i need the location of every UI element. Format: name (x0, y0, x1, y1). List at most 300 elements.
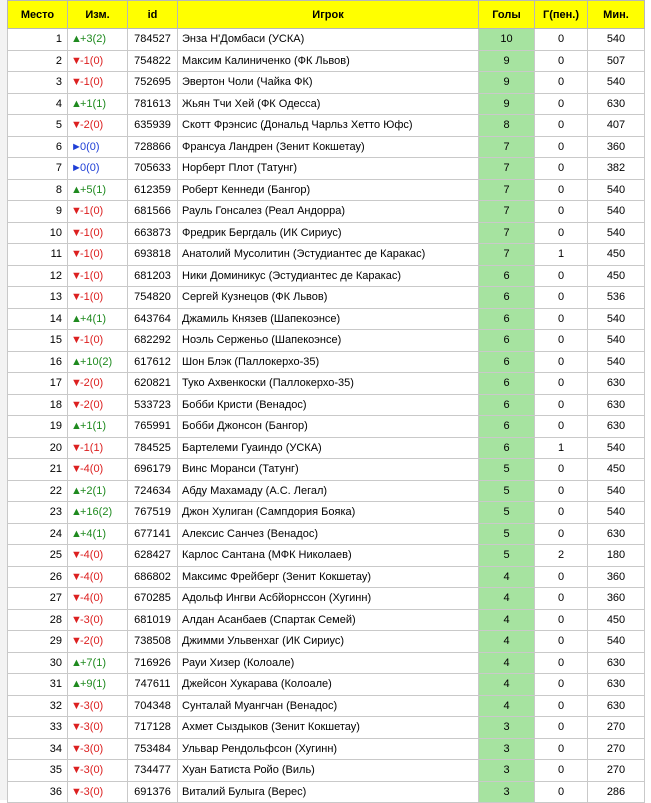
cell-pos[interactable]: 36 (8, 781, 68, 803)
table-row (8, 631, 645, 653)
cell-goals[interactable]: 9 (479, 72, 535, 94)
cell-player[interactable]: Джон Хулиган (Сампдория Бояка) (178, 502, 479, 524)
cell-goals[interactable]: 7 (479, 136, 535, 158)
cell-goals[interactable]: 4 (479, 566, 535, 588)
cell-minutes[interactable]: 540 (588, 502, 645, 524)
cell-change[interactable] (68, 179, 128, 201)
cell-penalty-goals[interactable]: 0 (535, 566, 588, 588)
cell-minutes[interactable]: 630 (588, 652, 645, 674)
cell-minutes[interactable]: 180 (588, 545, 645, 567)
cell-goals[interactable]: 4 (479, 695, 535, 717)
change-value: -4(0) (80, 463, 104, 476)
table-row (8, 738, 645, 760)
cell-change[interactable] (68, 738, 128, 760)
cell-minutes[interactable]: 630 (588, 416, 645, 438)
cell-goals[interactable]: 3 (479, 717, 535, 739)
cell-goals[interactable]: 4 (479, 631, 535, 653)
cell-minutes[interactable]: 450 (588, 459, 645, 481)
cell-player[interactable]: Карлос Сантана (МФК Николаев) (178, 545, 479, 567)
cell-player[interactable]: Алдан Асанбаев (Спартак Семей) (178, 609, 479, 631)
cell-goals[interactable]: 7 (479, 222, 535, 244)
cell-penalty-goals[interactable]: 1 (535, 437, 588, 459)
header-id[interactable]: id (128, 1, 178, 29)
change-value: +1(1) (80, 97, 106, 110)
cell-id[interactable]: 620821 (128, 373, 178, 395)
header-row (8, 1, 645, 29)
cell-pos[interactable]: 32 (8, 695, 68, 717)
cell-change[interactable] (68, 502, 128, 524)
cell-penalty-goals[interactable]: 0 (535, 717, 588, 739)
cell-id[interactable]: 784525 (128, 437, 178, 459)
cell-goals[interactable]: 7 (479, 158, 535, 180)
cell-change[interactable] (68, 308, 128, 330)
cell-id[interactable]: 691376 (128, 781, 178, 803)
table-row (8, 394, 645, 416)
cell-minutes[interactable]: 540 (588, 222, 645, 244)
cell-player[interactable]: Фредрик Бергдаль (ИК Сириус) (178, 222, 479, 244)
cell-id[interactable]: 628427 (128, 545, 178, 567)
table-row (8, 244, 645, 266)
cell-penalty-goals[interactable]: 0 (535, 523, 588, 545)
cell-change[interactable] (68, 93, 128, 115)
cell-pos[interactable]: 10 (8, 222, 68, 244)
cell-goals[interactable]: 7 (479, 179, 535, 201)
cell-id[interactable]: 704348 (128, 695, 178, 717)
cell-goals[interactable]: 3 (479, 760, 535, 782)
cell-pos[interactable]: 28 (8, 609, 68, 631)
cell-id[interactable]: 716926 (128, 652, 178, 674)
cell-minutes[interactable]: 507 (588, 50, 645, 72)
cell-minutes[interactable]: 540 (588, 631, 645, 653)
cell-goals[interactable]: 6 (479, 265, 535, 287)
cell-penalty-goals[interactable]: 0 (535, 29, 588, 51)
cell-change[interactable] (68, 480, 128, 502)
cell-goals[interactable]: 3 (479, 781, 535, 803)
cell-minutes[interactable]: 540 (588, 72, 645, 94)
cell-player[interactable]: Сунталай Муангчан (Венадос) (178, 695, 479, 717)
cell-id[interactable]: 765991 (128, 416, 178, 438)
cell-penalty-goals[interactable]: 0 (535, 480, 588, 502)
table-row (8, 29, 645, 51)
cell-minutes[interactable]: 540 (588, 201, 645, 223)
change-value: +10(2) (80, 355, 113, 368)
cell-change[interactable] (68, 244, 128, 266)
table-row (8, 308, 645, 330)
cell-id[interactable]: 686802 (128, 566, 178, 588)
cell-goals[interactable]: 6 (479, 308, 535, 330)
cell-change[interactable] (68, 674, 128, 696)
cell-player[interactable]: Бобби Джонсон (Бангор) (178, 416, 479, 438)
header-change[interactable]: Изм. (68, 1, 128, 29)
cell-player[interactable]: Норберт Плот (Татунг) (178, 158, 479, 180)
cell-penalty-goals[interactable]: 0 (535, 760, 588, 782)
cell-pos[interactable]: 12 (8, 265, 68, 287)
cell-player[interactable]: Энза Н'Домбаси (УСКА) (178, 29, 479, 51)
cell-change[interactable] (68, 373, 128, 395)
cell-id[interactable]: 635939 (128, 115, 178, 137)
cell-pos[interactable]: 2 (8, 50, 68, 72)
cell-player[interactable]: Винс Моранси (Татунг) (178, 459, 479, 481)
table-row (8, 523, 645, 545)
cell-goals[interactable]: 6 (479, 437, 535, 459)
cell-penalty-goals[interactable]: 0 (535, 287, 588, 309)
cell-pos[interactable]: 8 (8, 179, 68, 201)
cell-change[interactable] (68, 330, 128, 352)
arrow-down-icon: ▼ (71, 463, 82, 476)
arrow-down-icon: ▼ (71, 291, 82, 304)
cell-change[interactable] (68, 265, 128, 287)
cell-change[interactable] (68, 545, 128, 567)
cell-minutes[interactable]: 630 (588, 394, 645, 416)
cell-goals[interactable]: 7 (479, 201, 535, 223)
cell-id[interactable]: 693818 (128, 244, 178, 266)
cell-id[interactable]: 753484 (128, 738, 178, 760)
cell-goals[interactable]: 4 (479, 609, 535, 631)
cell-change[interactable] (68, 351, 128, 373)
cell-pos[interactable]: 23 (8, 502, 68, 524)
cell-pos[interactable]: 9 (8, 201, 68, 223)
cell-id[interactable]: 784527 (128, 29, 178, 51)
cell-pos[interactable]: 4 (8, 93, 68, 115)
cell-id[interactable]: 754822 (128, 50, 178, 72)
cell-goals[interactable]: 6 (479, 373, 535, 395)
cell-player[interactable]: Джимми Ульвенхаг (ИК Сириус) (178, 631, 479, 653)
cell-penalty-goals[interactable]: 0 (535, 330, 588, 352)
cell-goals[interactable]: 3 (479, 738, 535, 760)
cell-minutes[interactable]: 360 (588, 566, 645, 588)
change-value: -1(0) (80, 226, 104, 239)
cell-pos[interactable]: 6 (8, 136, 68, 158)
cell-player[interactable]: Максимс Фрейберг (Зенит Кокшетау) (178, 566, 479, 588)
cell-pos[interactable]: 26 (8, 566, 68, 588)
cell-change[interactable] (68, 781, 128, 803)
arrow-down-icon: ▼ (71, 570, 82, 583)
header-player[interactable]: Игрок (178, 1, 479, 29)
arrow-down-icon: ▼ (71, 54, 82, 67)
cell-id[interactable]: 696179 (128, 459, 178, 481)
header-penalty-goals[interactable]: Г(пен.) (535, 1, 588, 29)
cell-pos[interactable]: 15 (8, 330, 68, 352)
cell-player[interactable]: Ахмет Сыздыков (Зенит Кокшетау) (178, 717, 479, 739)
cell-player[interactable]: Рауль Гонсалез (Реал Андорра) (178, 201, 479, 223)
cell-id[interactable]: 617612 (128, 351, 178, 373)
cell-id[interactable]: 781613 (128, 93, 178, 115)
cell-penalty-goals[interactable]: 0 (535, 115, 588, 137)
cell-minutes[interactable]: 630 (588, 523, 645, 545)
cell-pos[interactable]: 24 (8, 523, 68, 545)
cell-minutes[interactable]: 630 (588, 674, 645, 696)
cell-goals[interactable]: 6 (479, 287, 535, 309)
cell-player[interactable]: Виталий Булыга (Верес) (178, 781, 479, 803)
cell-penalty-goals[interactable]: 2 (535, 545, 588, 567)
table-row (8, 330, 645, 352)
scorers-table (7, 0, 645, 803)
change-value: +2(1) (80, 484, 106, 497)
table-row (8, 201, 645, 223)
cell-pos[interactable]: 13 (8, 287, 68, 309)
cell-pos[interactable]: 18 (8, 394, 68, 416)
cell-change[interactable] (68, 29, 128, 51)
change-value: -2(0) (80, 398, 104, 411)
cell-player[interactable]: Джамиль Князев (Шапекоэнсе) (178, 308, 479, 330)
cell-goals[interactable]: 4 (479, 652, 535, 674)
change-value: -3(0) (80, 613, 104, 626)
header-pos[interactable]: Место (8, 1, 68, 29)
cell-minutes[interactable]: 540 (588, 480, 645, 502)
cell-id[interactable]: 681203 (128, 265, 178, 287)
cell-minutes[interactable]: 382 (588, 158, 645, 180)
cell-pos[interactable]: 7 (8, 158, 68, 180)
table-row (8, 287, 645, 309)
cell-penalty-goals[interactable]: 0 (535, 588, 588, 610)
cell-player[interactable]: Ноэль Серженьо (Шапекоэнсе) (178, 330, 479, 352)
cell-player[interactable]: Абду Махамаду (А.С. Легал) (178, 480, 479, 502)
cell-player[interactable]: Жьян Тчи Хей (ФК Одесса) (178, 93, 479, 115)
cell-goals[interactable]: 6 (479, 351, 535, 373)
cell-penalty-goals[interactable]: 0 (535, 201, 588, 223)
cell-penalty-goals[interactable]: 0 (535, 781, 588, 803)
cell-change[interactable] (68, 136, 128, 158)
cell-change[interactable] (68, 201, 128, 223)
cell-id[interactable]: 754820 (128, 287, 178, 309)
cell-player[interactable]: Эвертон Чоли (Чайка ФК) (178, 72, 479, 94)
cell-change[interactable] (68, 222, 128, 244)
cell-change[interactable] (68, 760, 128, 782)
cell-id[interactable]: 738508 (128, 631, 178, 653)
cell-pos[interactable]: 1 (8, 29, 68, 51)
cell-minutes[interactable]: 270 (588, 717, 645, 739)
cell-penalty-goals[interactable]: 0 (535, 179, 588, 201)
cell-goals[interactable]: 6 (479, 394, 535, 416)
cell-minutes[interactable]: 630 (588, 93, 645, 115)
cell-goals[interactable]: 8 (479, 115, 535, 137)
change-value: -3(0) (80, 764, 104, 777)
cell-change[interactable] (68, 115, 128, 137)
cell-player[interactable]: Сергей Кузнецов (ФК Львов) (178, 287, 479, 309)
header-minutes[interactable]: Мин. (588, 1, 645, 29)
change-value: +7(1) (80, 656, 106, 669)
cell-change[interactable] (68, 437, 128, 459)
cell-id[interactable]: 643764 (128, 308, 178, 330)
cell-minutes[interactable]: 286 (588, 781, 645, 803)
cell-penalty-goals[interactable]: 0 (535, 72, 588, 94)
cell-minutes[interactable]: 630 (588, 695, 645, 717)
change-value: -1(0) (80, 205, 104, 218)
cell-goals[interactable]: 6 (479, 330, 535, 352)
cell-id[interactable]: 705633 (128, 158, 178, 180)
cell-penalty-goals[interactable]: 1 (535, 244, 588, 266)
cell-player[interactable]: Роберт Кеннеди (Бангор) (178, 179, 479, 201)
cell-goals[interactable]: 5 (479, 545, 535, 567)
cell-pos[interactable]: 14 (8, 308, 68, 330)
table-row (8, 136, 645, 158)
cell-minutes[interactable]: 540 (588, 29, 645, 51)
table-row (8, 609, 645, 631)
cell-id[interactable]: 752695 (128, 72, 178, 94)
cell-id[interactable]: 728866 (128, 136, 178, 158)
cell-id[interactable]: 663873 (128, 222, 178, 244)
cell-pos[interactable]: 3 (8, 72, 68, 94)
arrow-down-icon: ▼ (71, 76, 82, 89)
cell-penalty-goals[interactable]: 0 (535, 50, 588, 72)
cell-minutes[interactable]: 450 (588, 265, 645, 287)
cell-change[interactable] (68, 72, 128, 94)
arrow-down-icon: ▼ (71, 742, 82, 755)
cell-penalty-goals[interactable]: 0 (535, 394, 588, 416)
cell-goals[interactable]: 4 (479, 588, 535, 610)
cell-penalty-goals[interactable]: 0 (535, 609, 588, 631)
cell-penalty-goals[interactable]: 0 (535, 631, 588, 653)
cell-player[interactable]: Шон Блэк (Паллокерхо-35) (178, 351, 479, 373)
cell-change[interactable] (68, 459, 128, 481)
cell-pos[interactable]: 19 (8, 416, 68, 438)
cell-penalty-goals[interactable]: 0 (535, 222, 588, 244)
cell-change[interactable] (68, 158, 128, 180)
cell-pos[interactable]: 35 (8, 760, 68, 782)
cell-goals[interactable]: 9 (479, 93, 535, 115)
table-row (8, 695, 645, 717)
cell-minutes[interactable]: 540 (588, 179, 645, 201)
cell-player[interactable]: Максим Калиниченко (ФК Львов) (178, 50, 479, 72)
change-value: +3(2) (80, 33, 106, 46)
cell-player[interactable]: Рауи Хизер (Колоале) (178, 652, 479, 674)
cell-player[interactable]: Хуан Батиста Ройо (Виль) (178, 760, 479, 782)
cell-penalty-goals[interactable]: 0 (535, 416, 588, 438)
cell-goals[interactable]: 10 (479, 29, 535, 51)
cell-change[interactable] (68, 631, 128, 653)
cell-player[interactable]: Туко Ахвенкоски (Паллокерхо-35) (178, 373, 479, 395)
cell-id[interactable]: 670285 (128, 588, 178, 610)
cell-pos[interactable]: 29 (8, 631, 68, 653)
cell-penalty-goals[interactable]: 0 (535, 93, 588, 115)
cell-id[interactable]: 533723 (128, 394, 178, 416)
cell-goals[interactable]: 7 (479, 244, 535, 266)
cell-id[interactable]: 682292 (128, 330, 178, 352)
arrow-down-icon: ▼ (71, 441, 82, 454)
cell-pos[interactable]: 30 (8, 652, 68, 674)
cell-id[interactable]: 747611 (128, 674, 178, 696)
cell-pos[interactable]: 21 (8, 459, 68, 481)
cell-penalty-goals[interactable]: 0 (535, 459, 588, 481)
cell-change[interactable] (68, 50, 128, 72)
cell-penalty-goals[interactable]: 0 (535, 502, 588, 524)
cell-minutes[interactable]: 450 (588, 244, 645, 266)
cell-change[interactable] (68, 609, 128, 631)
cell-penalty-goals[interactable]: 0 (535, 652, 588, 674)
cell-pos[interactable]: 25 (8, 545, 68, 567)
cell-change[interactable] (68, 695, 128, 717)
cell-id[interactable]: 681019 (128, 609, 178, 631)
header-goals[interactable]: Голы (479, 1, 535, 29)
change-value: +16(2) (80, 506, 113, 519)
cell-id[interactable]: 767519 (128, 502, 178, 524)
cell-penalty-goals[interactable]: 0 (535, 738, 588, 760)
cell-change[interactable] (68, 566, 128, 588)
cell-player[interactable]: Скотт Фрэнсис (Дональд Чарльз Хеттo Юфс) (178, 115, 479, 137)
cell-penalty-goals[interactable]: 0 (535, 674, 588, 696)
cell-penalty-goals[interactable]: 0 (535, 136, 588, 158)
cell-pos[interactable]: 34 (8, 738, 68, 760)
cell-player[interactable]: Ники Доминикус (Эстудиантес де Каракас) (178, 265, 479, 287)
cell-id[interactable]: 612359 (128, 179, 178, 201)
cell-pos[interactable]: 16 (8, 351, 68, 373)
arrow-down-icon: ▼ (71, 613, 82, 626)
cell-change[interactable] (68, 416, 128, 438)
cell-minutes[interactable]: 540 (588, 330, 645, 352)
cell-change[interactable] (68, 287, 128, 309)
cell-goals[interactable]: 5 (479, 459, 535, 481)
cell-change[interactable] (68, 652, 128, 674)
cell-minutes[interactable]: 360 (588, 588, 645, 610)
cell-goals[interactable]: 9 (479, 50, 535, 72)
cell-minutes[interactable]: 540 (588, 308, 645, 330)
cell-penalty-goals[interactable]: 0 (535, 308, 588, 330)
table-row (8, 717, 645, 739)
cell-penalty-goals[interactable]: 0 (535, 265, 588, 287)
cell-penalty-goals[interactable]: 0 (535, 695, 588, 717)
cell-pos[interactable]: 11 (8, 244, 68, 266)
cell-pos[interactable]: 5 (8, 115, 68, 137)
cell-change[interactable] (68, 588, 128, 610)
cell-minutes[interactable]: 407 (588, 115, 645, 137)
cell-player[interactable]: Ульвар Рендольфсон (Хугинн) (178, 738, 479, 760)
cell-change[interactable] (68, 717, 128, 739)
cell-change[interactable] (68, 523, 128, 545)
change-value: +1(1) (80, 420, 106, 433)
cell-minutes[interactable]: 540 (588, 437, 645, 459)
cell-goals[interactable]: 4 (479, 674, 535, 696)
cell-penalty-goals[interactable]: 0 (535, 351, 588, 373)
cell-pos[interactable]: 31 (8, 674, 68, 696)
cell-penalty-goals[interactable]: 0 (535, 373, 588, 395)
cell-player[interactable]: Анатолий Мусолитин (Эстудиантес де Каракас) (178, 244, 479, 266)
table-row (8, 566, 645, 588)
cell-id[interactable]: 717128 (128, 717, 178, 739)
cell-minutes[interactable]: 536 (588, 287, 645, 309)
cell-pos[interactable]: 22 (8, 480, 68, 502)
cell-penalty-goals[interactable]: 0 (535, 158, 588, 180)
cell-minutes[interactable]: 270 (588, 760, 645, 782)
table-row (8, 760, 645, 782)
cell-goals[interactable]: 5 (479, 480, 535, 502)
cell-player[interactable]: Бартелеми Гуаиндо (УСКА) (178, 437, 479, 459)
cell-player[interactable]: Франсуа Ландрен (Зенит Кокшетау) (178, 136, 479, 158)
cell-minutes[interactable]: 270 (588, 738, 645, 760)
cell-player[interactable]: Джейсон Хукарава (Колоале) (178, 674, 479, 696)
cell-minutes[interactable]: 630 (588, 373, 645, 395)
cell-player[interactable]: Бобби Кристи (Венадос) (178, 394, 479, 416)
cell-pos[interactable]: 27 (8, 588, 68, 610)
cell-minutes[interactable]: 360 (588, 136, 645, 158)
cell-player[interactable]: Адольф Ингви Асбйорнссон (Хугинн) (178, 588, 479, 610)
cell-goals[interactable]: 6 (479, 416, 535, 438)
cell-player[interactable]: Алексис Санчез (Венадос) (178, 523, 479, 545)
table-row (8, 502, 645, 524)
cell-id[interactable]: 681566 (128, 201, 178, 223)
cell-id[interactable]: 724634 (128, 480, 178, 502)
cell-pos[interactable]: 17 (8, 373, 68, 395)
cell-goals[interactable]: 5 (479, 502, 535, 524)
cell-id[interactable]: 677141 (128, 523, 178, 545)
cell-goals[interactable]: 5 (479, 523, 535, 545)
cell-change[interactable] (68, 394, 128, 416)
cell-minutes[interactable]: 540 (588, 351, 645, 373)
cell-minutes[interactable]: 450 (588, 609, 645, 631)
cell-pos[interactable]: 20 (8, 437, 68, 459)
cell-id[interactable]: 734477 (128, 760, 178, 782)
arrow-down-icon: ▼ (71, 398, 82, 411)
cell-pos[interactable]: 33 (8, 717, 68, 739)
